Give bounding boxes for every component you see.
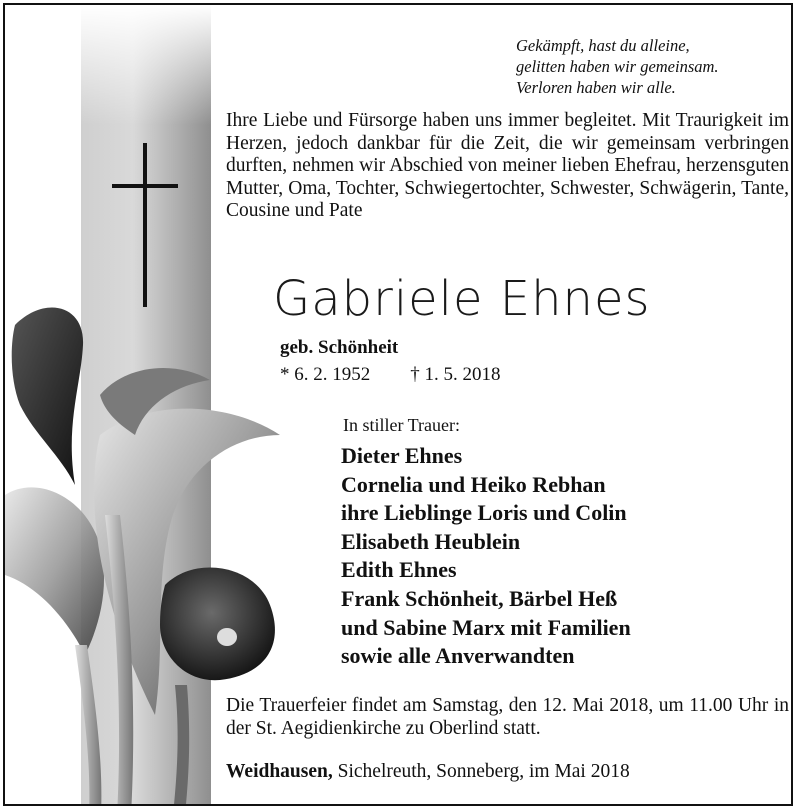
- mourner-name: ihre Lieblinge Loris und Colin: [341, 500, 627, 526]
- mourner-name: Frank Schönheit, Bärbel Heß: [341, 585, 618, 611]
- cross-icon: [112, 143, 178, 307]
- signature-place: Weidhausen,: [226, 761, 333, 782]
- mourning-label: In stiller Trauer:: [343, 415, 460, 435]
- life-dates: [280, 364, 501, 386]
- maiden-name: geb. Schönheit: [280, 337, 399, 358]
- mourner-name: Elisabeth Heublein: [341, 528, 521, 554]
- deceased-name: Gabriele Ehnes: [273, 271, 651, 327]
- mourners-list: [341, 442, 631, 671]
- signature: [226, 761, 630, 783]
- signature-rest: Sichelreuth, Sonneberg, im Mai 2018: [332, 761, 630, 782]
- mourner-name: und Sabine Marx mit Familien: [341, 614, 631, 640]
- obituary-notice: [3, 3, 793, 806]
- poem-line: gelitten haben wir gemeinsam.: [516, 57, 719, 76]
- mourner-name: Cornelia und Heiko Rebhan: [341, 471, 606, 497]
- intro-text: Ihre Liebe und Fürsorge haben uns immer begleitet. Mit Traurigkeit im Herzen, jedoch dankbar für die Zeit, die wir gemeinsam verbringen durften, nehmen wir Abschied von meiner lieben Ehefrau, herzensguten Mutter, Oma, Tochter, Schwiegertochter, Schwester, Schwägerin, Tante, Cousine und Pate: [226, 110, 789, 222]
- poem-line: Verloren haben wir alle.: [516, 78, 676, 97]
- birth-date: * 6. 2. 1952: [280, 364, 371, 385]
- funeral-info: Die Trauerfeier findet am Samstag, den 12. Mai 2018, um 11.00 Uhr in der St. Aegidienkirche zu Oberlind statt.: [226, 695, 789, 739]
- death-date: † 1. 5. 2018: [410, 364, 501, 385]
- mourner-name: Dieter Ehnes: [341, 443, 463, 468]
- poem-line: Gekämpft, hast du alleine,: [516, 36, 690, 55]
- poem: [516, 35, 786, 98]
- mourner-name: sowie alle Anverwandten: [341, 643, 575, 669]
- mourner-name: Edith Ehnes: [341, 557, 457, 583]
